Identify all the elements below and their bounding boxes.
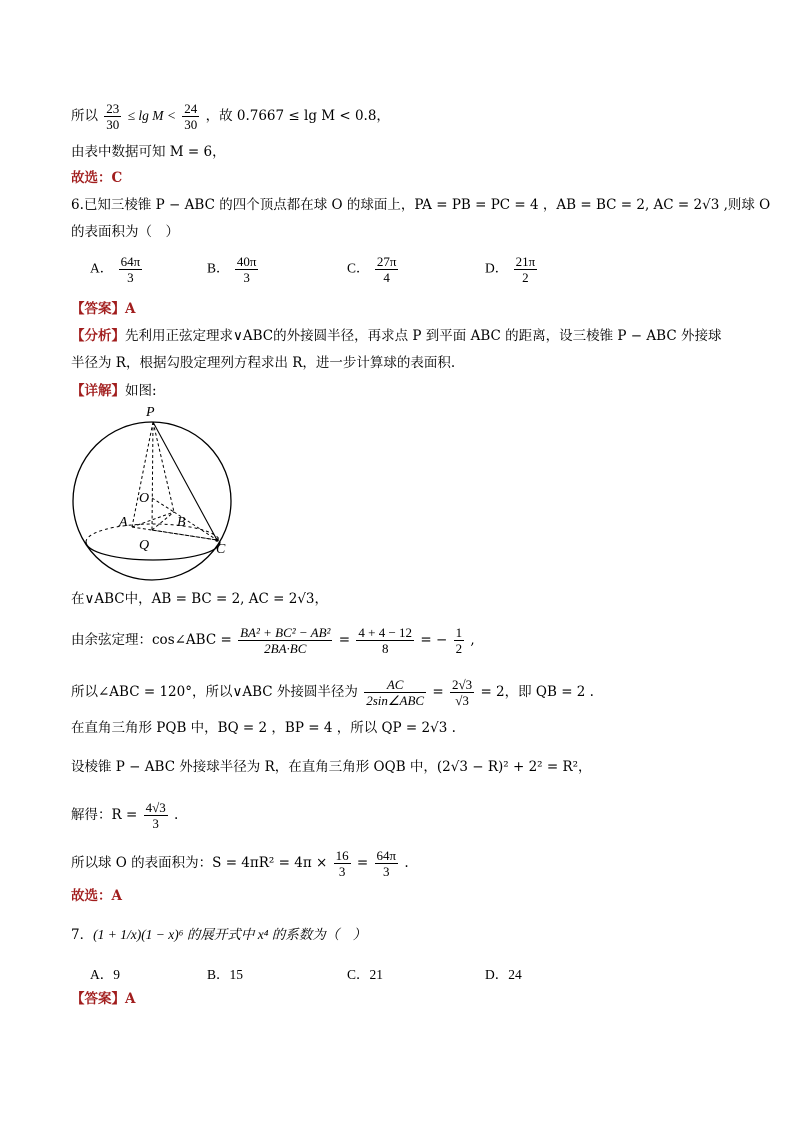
label: 【答案】 bbox=[71, 301, 125, 317]
detail-heading bbox=[71, 381, 157, 401]
step-surface-area bbox=[71, 848, 409, 879]
denominator: 2sin∠ABC bbox=[366, 693, 425, 708]
numerator: 1 bbox=[455, 625, 463, 640]
step-solve-r bbox=[71, 800, 178, 831]
text: ，故 0.7667 ≤ lg M < 0.8， bbox=[205, 108, 390, 124]
denominator: 3 bbox=[383, 864, 390, 879]
fraction bbox=[144, 800, 168, 831]
fraction bbox=[235, 254, 259, 285]
edge-qb bbox=[152, 512, 174, 530]
label-b: B bbox=[177, 515, 186, 530]
text: 解得：R = bbox=[71, 807, 138, 823]
text: 所以球 O 的表面积为：S = 4πR² = 4π × bbox=[71, 855, 328, 871]
numerator: 21π bbox=[515, 254, 536, 269]
line-choose-answer-6 bbox=[71, 886, 122, 906]
line-choose-answer bbox=[71, 168, 122, 188]
fraction bbox=[375, 848, 399, 879]
text: = − bbox=[420, 632, 448, 648]
label: 【答案】 bbox=[71, 991, 125, 1007]
option-label: A． bbox=[90, 260, 114, 276]
denominator: 2 bbox=[455, 641, 463, 656]
denominator: 30 bbox=[184, 117, 198, 132]
question-6-text: 6.已知三棱锥 P − ABC 的四个顶点都在球 O 的球面上，PA = PB = PC = 4 ，AB = BC = 2, AC = 2√3 ,则球 O bbox=[71, 197, 771, 213]
label-q: Q bbox=[139, 538, 150, 553]
label-o: O bbox=[139, 491, 150, 506]
label-p: P bbox=[146, 405, 155, 420]
fraction bbox=[238, 625, 332, 656]
text: = bbox=[338, 632, 351, 648]
question-7-text bbox=[71, 925, 366, 945]
answer-value: C bbox=[111, 170, 123, 186]
step-cosine-law bbox=[71, 625, 475, 656]
numerator: 64π bbox=[376, 848, 397, 863]
step-sphere-radius-equation: 设棱锥 P − ABC 外接球半径为 R，在直角三角形 OQB 中，(2√3 − R)² + 2² = R²， bbox=[71, 759, 592, 775]
text: ≤ lg M < bbox=[127, 108, 176, 123]
numerator: AC bbox=[364, 677, 426, 693]
text: , bbox=[470, 632, 475, 648]
q7-option-d: D．24 bbox=[485, 967, 522, 982]
analysis-line-1 bbox=[71, 326, 721, 346]
numerator: 16 bbox=[335, 848, 349, 863]
numerator: 40π bbox=[236, 254, 257, 269]
label-c: C bbox=[216, 542, 226, 557]
option-b bbox=[207, 254, 260, 285]
line-table-conclusion: 由表中数据可知 M = 6， bbox=[71, 144, 226, 160]
denominator: 2 bbox=[522, 270, 529, 285]
text: 所以∠ABC = 120°，所以∨ABC 外接圆半径为 bbox=[71, 684, 358, 700]
analysis-line-2: 半径为 R，根据勾股定理列方程求出 R，进一步计算球的表面积. bbox=[71, 355, 456, 371]
text: = bbox=[432, 684, 444, 700]
option-label: C． bbox=[347, 260, 370, 276]
q7-option-a: A．9 bbox=[90, 967, 120, 982]
text: . bbox=[174, 807, 179, 823]
base-ellipse-back bbox=[86, 524, 220, 542]
answer-heading bbox=[71, 299, 135, 319]
option-label: D． bbox=[485, 260, 509, 276]
fraction bbox=[364, 677, 426, 708]
text: 由余弦定理：cos∠ABC = bbox=[71, 632, 232, 648]
numerator: BA² + BC² − AB² bbox=[240, 625, 331, 640]
answer-heading-7 bbox=[71, 989, 135, 1009]
q7-option-b: B．15 bbox=[207, 967, 244, 982]
denominator: 3 bbox=[243, 270, 250, 285]
text: = bbox=[356, 855, 369, 871]
detail-label: 【详解】 bbox=[71, 383, 125, 399]
fraction bbox=[514, 254, 538, 285]
step-right-triangle-pqb: 在直角三角形 PQB 中，BQ = 2 ，BP = 4 ，所以 QP = 2√3 . bbox=[71, 720, 456, 736]
edge-ob bbox=[152, 498, 174, 512]
numerator: 64π bbox=[120, 254, 141, 269]
numerator: 27π bbox=[376, 254, 397, 269]
fraction bbox=[334, 848, 351, 879]
step-triangle-given: 在∨ABC中，AB = BC = 2, AC = 2√3， bbox=[71, 591, 329, 607]
numerator: 4 + 4 − 12 bbox=[358, 625, 413, 640]
label-a: A bbox=[119, 515, 128, 530]
fraction bbox=[119, 254, 143, 285]
fraction bbox=[356, 625, 414, 656]
answer-value: A bbox=[111, 888, 122, 904]
denominator: 4 bbox=[383, 270, 390, 285]
base-ellipse-front bbox=[86, 542, 220, 560]
edge-ab bbox=[132, 512, 174, 527]
text: 先利用正弦定理求∨ABC的外接圆半径，再求点 P 到平面 ABC 的距离，设三棱锥 P − ABC 外接球 bbox=[125, 328, 722, 344]
q7-option-c: C．21 bbox=[347, 967, 384, 982]
denominator: √3 bbox=[455, 693, 469, 708]
label: 故选： bbox=[71, 170, 112, 186]
fraction bbox=[375, 254, 399, 285]
edge-pa bbox=[132, 422, 153, 527]
text: 所以 bbox=[71, 108, 98, 124]
option-d bbox=[485, 254, 539, 285]
question-6-text-cont: 的表面积为（ ） bbox=[71, 224, 179, 240]
text: 如图: bbox=[125, 383, 157, 399]
denominator: 3 bbox=[338, 864, 346, 879]
fraction bbox=[454, 625, 465, 656]
option-a bbox=[90, 254, 144, 285]
line-log-range bbox=[71, 101, 390, 132]
answer-value: A bbox=[125, 991, 136, 1007]
edge-pb bbox=[153, 422, 174, 512]
numerator: 4√3 bbox=[145, 800, 166, 815]
sphere-figure bbox=[70, 402, 245, 582]
edge-pq bbox=[152, 422, 153, 530]
denominator: 2BA·BC bbox=[264, 641, 307, 656]
fraction bbox=[104, 101, 121, 132]
numerator: 2√3 bbox=[452, 677, 473, 692]
fraction bbox=[182, 101, 199, 132]
fraction bbox=[450, 677, 474, 708]
numerator: 23 bbox=[106, 101, 120, 116]
option-label: B． bbox=[207, 260, 230, 276]
label: 故选： bbox=[71, 888, 112, 904]
question-number: 7． bbox=[71, 927, 94, 943]
numerator: 24 bbox=[184, 101, 198, 116]
denominator: 30 bbox=[106, 117, 120, 132]
denominator: 3 bbox=[127, 270, 134, 285]
option-c bbox=[347, 254, 400, 285]
question-body: (1 + 1/x)(1 − x)⁶ 的展开式中 x⁴ 的系数为（ ） bbox=[93, 927, 367, 942]
text: . bbox=[404, 855, 409, 871]
analysis-label: 【分析】 bbox=[71, 328, 125, 344]
denominator: 3 bbox=[152, 816, 159, 831]
answer-value: A bbox=[125, 301, 136, 317]
step-circumradius bbox=[71, 677, 594, 708]
denominator: 8 bbox=[381, 641, 389, 656]
text: = 2，即 QB = 2 . bbox=[480, 684, 594, 700]
